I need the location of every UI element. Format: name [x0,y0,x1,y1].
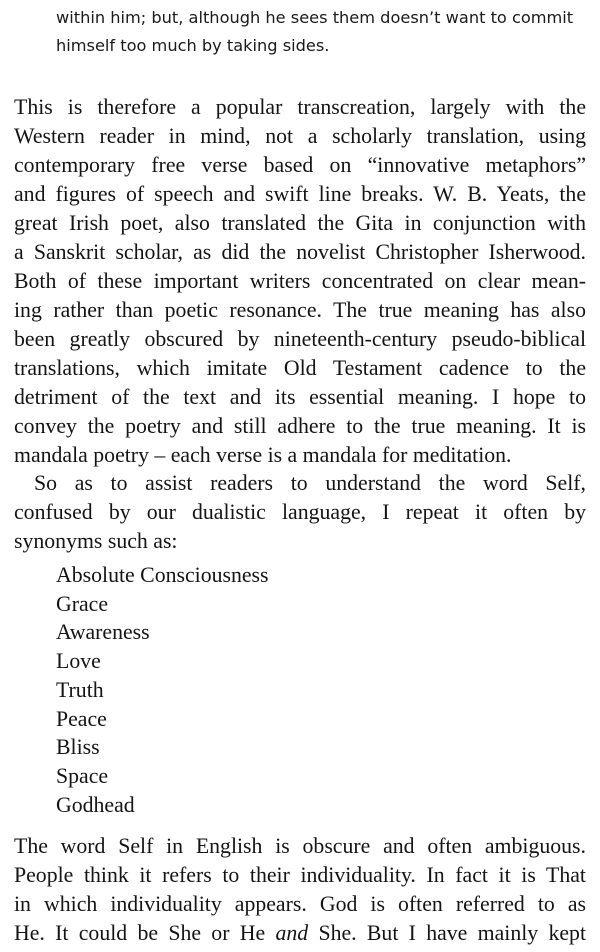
synonym-item: Truth [56,677,104,702]
paragraph-line: ing rather than poetic resonance. The true meaning has also [14,298,586,322]
synonym-item: Awareness [56,620,150,645]
line-text-before: He. It could be She or He [14,921,276,945]
paragraph-line: in which individuality appears. God is often referred to as [14,892,586,916]
synonym-item: Grace [56,591,109,616]
paragraph-line: Western reader in mind, not a scholarly translation, using [14,124,586,148]
paragraph-line: This is therefore a popular transcreation, largely with the [14,95,586,119]
paragraph-line: mandala poetry – each verse is a mandala for meditation. [14,443,512,467]
emphasis-and: and [275,921,309,945]
synonym-item: Love [56,649,101,674]
synonym-item: Absolute Consciousness [56,563,269,587]
paragraph-line: detriment of the text and its essential meaning. I hope to [14,385,586,409]
paragraph-line-last [14,919,586,948]
paragraph-self-meaning [14,832,586,948]
synonym-item: Godhead [56,792,135,817]
paragraph-line: convey the poetry and still adhere to the true meaning. It is [14,414,586,438]
paragraph-line: been greatly obscured by nineteenth-century pseudo-biblical [14,327,586,351]
paragraph-line: great Irish poet, also translated the Gita in conjunction with [14,211,586,235]
paragraph-line: So as to assist readers to understand the word Self, [34,471,586,495]
paragraph-line: and figures of speech and swift line breaks. W. B. Yeats, the [14,182,586,206]
paragraph-line: The word Self in English is obscure and often ambiguous. [14,834,586,858]
synonym-item: Space [56,763,109,788]
synonym-item: Peace [56,706,107,731]
line-text-after: She. But I have mainly kept [308,921,586,945]
indented-quote [56,4,586,60]
quote-line: himself too much by taking sides. [56,36,330,55]
paragraph-synonyms-intro [14,469,586,556]
paragraph-line: confused by our dualistic language, I repeat it often by [14,500,586,524]
paragraph-line: synonyms such as: [14,529,178,553]
paragraph-line: People think it refers to their individuality. In fact it is That [14,863,586,887]
paragraph-line: translations, which imitate Old Testament cadence to the [14,356,586,380]
quote-line: within him; but, although he sees them doesn’t want to commit [56,8,574,27]
synonym-item: Bliss [56,735,100,760]
paragraph-line: Both of these important writers concentrated on clear mean- [14,269,586,293]
synonym-list [56,561,269,819]
paragraph-transcreation [14,93,586,470]
paragraph-line: contemporary free verse based on “innovative metaphors” [14,153,586,177]
paragraph-line: a Sanskrit scholar, as did the novelist Christopher Isherwood. [14,240,586,264]
